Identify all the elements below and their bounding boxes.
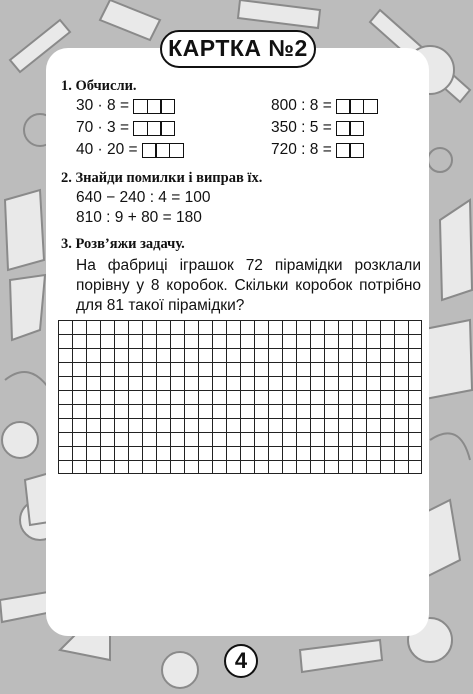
expression-text: 350 : 5 = xyxy=(271,119,332,136)
task2-line-1: 640 − 240 : 4 = 100 xyxy=(76,189,211,206)
expression-text: 720 : 8 = xyxy=(271,141,332,158)
task1-expression-right-1 xyxy=(271,97,378,115)
answer-boxes[interactable] xyxy=(336,99,378,114)
answer-boxes[interactable] xyxy=(142,143,184,158)
number-five-icon xyxy=(10,275,45,340)
expression-text: 70 · 3 = xyxy=(76,119,129,136)
answer-boxes[interactable] xyxy=(133,121,175,136)
task1-expression-left-1 xyxy=(76,97,175,115)
number-seven-icon xyxy=(5,190,44,270)
task2-title: 2. Знайди помилки і виправ їх. xyxy=(61,170,263,186)
answer-grid[interactable] xyxy=(58,320,422,474)
task1-expression-left-2 xyxy=(76,119,175,137)
task1-expression-left-3 xyxy=(76,141,184,159)
answer-boxes[interactable] xyxy=(336,143,365,158)
answer-boxes[interactable] xyxy=(133,99,175,114)
expression-text: 800 : 8 = xyxy=(271,97,332,114)
task2-line-2: 810 : 9 + 80 = 180 xyxy=(76,209,202,226)
task3-title: 3. Розв’яжи задачу. xyxy=(61,236,185,252)
magnifier-icon xyxy=(2,422,38,458)
expression-text: 30 · 8 = xyxy=(76,97,129,114)
expression-text: 40 · 20 = xyxy=(76,141,138,158)
task1-expression-right-2 xyxy=(271,119,364,137)
page-number: 4 xyxy=(224,644,258,678)
task1-title: 1. Обчисли. xyxy=(61,78,137,94)
answer-boxes[interactable] xyxy=(336,121,365,136)
card-title: КАРТКА №2 xyxy=(160,30,316,68)
apple-icon xyxy=(162,652,198,688)
task3-problem-text: На фабриці іграшок 72 пірамідки розклали порівну у 8 коробок. Скільки коробок потрібно для 81 такої пірамідки? xyxy=(76,257,421,314)
task1-expression-right-3 xyxy=(271,141,364,159)
